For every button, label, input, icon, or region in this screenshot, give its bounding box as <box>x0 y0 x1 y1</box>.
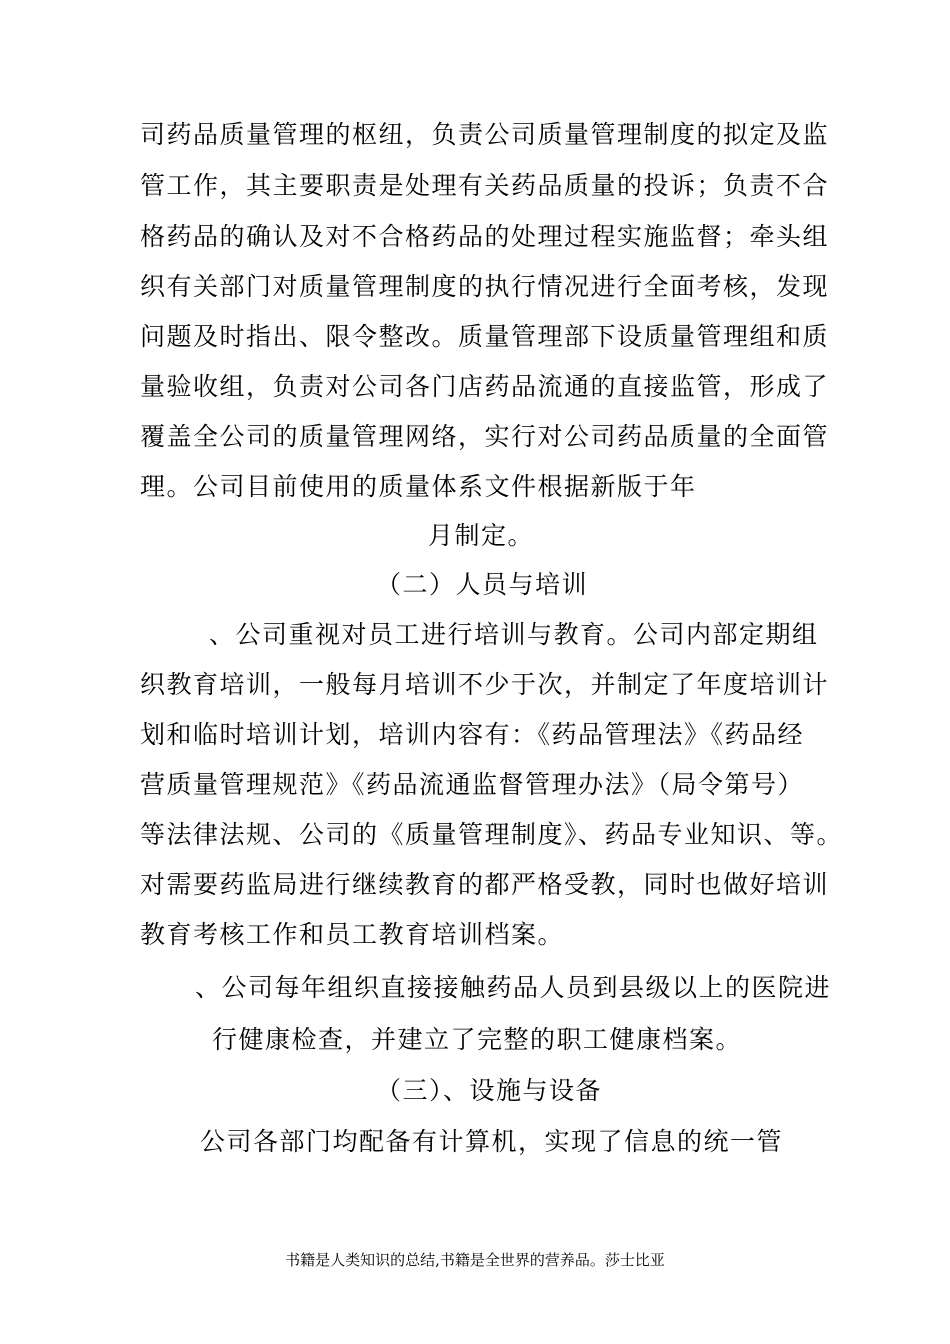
paragraph-line: 对需要药监局进行继续教育的都严格受教，同时也做好培训 <box>140 870 830 899</box>
paragraph-line: 理。公司目前使用的质量体系文件根据新版于年 <box>140 472 697 501</box>
paragraph-line: 问题及时指出、限令整改。质量管理部下设质量管理组和质 <box>140 322 830 351</box>
paragraph-line: 等法律法规、公司的《质量管理制度》、药品专业知识、等。 <box>140 820 844 849</box>
paragraph-line: 公司各部门均配备有计算机，实现了信息的统一管 <box>200 1127 784 1156</box>
paragraph-line: 、公司重视对员工进行培训与教育。公司内部定期组 <box>209 620 819 649</box>
paragraph-line: 覆盖全公司的质量管理网络，实行对公司药品质量的全面管 <box>140 422 830 451</box>
paragraph-line: 司药品质量管理的枢纽，负责公司质量管理制度的拟定及监 <box>140 120 830 149</box>
section-heading: （三）、设施与设备 <box>376 1076 603 1105</box>
paragraph-line: 月制定。 <box>428 521 535 550</box>
paragraph-line: 教育考核工作和员工教育培训档案。 <box>140 920 565 949</box>
paragraph-line: 织有关部门对质量管理制度的执行情况进行全面考核，发现 <box>140 272 830 301</box>
paragraph-line: 行健康检查，并建立了完整的职工健康档案。 <box>212 1025 743 1054</box>
paragraph-line: 织教育培训，一般每月培训不少于次，并制定了年度培训计 <box>140 670 830 699</box>
paragraph-line: 量验收组，负责对公司各门店药品流通的直接监管，形成了 <box>140 372 830 401</box>
section-heading: （二）人员与培训 <box>376 570 589 599</box>
paragraph-line: 格药品的确认及对不合格药品的处理过程实施监督；牵头组 <box>140 222 830 251</box>
paragraph-line: 、公司每年组织直接接触药品人员到县级以上的医院进 <box>195 973 832 1002</box>
page-footer-quote: 书籍是人类知识的总结,书籍是全世界的营养品。莎士比亚 <box>285 1251 665 1269</box>
paragraph-line: 划和临时培训计划，培训内容有：《药品管理法》《药品经 <box>140 720 805 749</box>
paragraph-line: 营质量管理规范》《药品流通监督管理办法》（局令第号） <box>140 770 805 799</box>
paragraph-line: 管工作，其主要职责是处理有关药品质量的投诉；负责不合 <box>140 171 830 200</box>
